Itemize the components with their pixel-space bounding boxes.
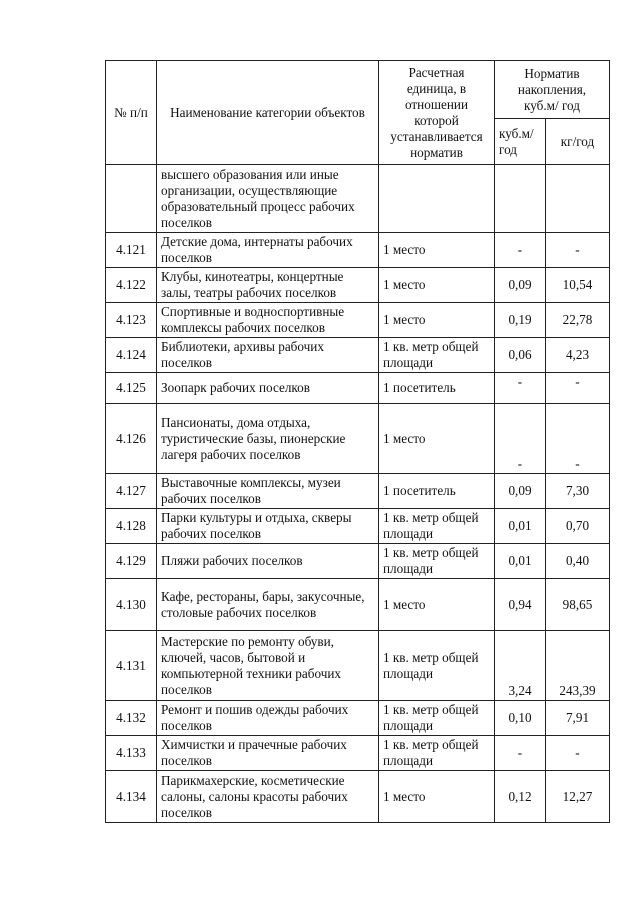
row-num: 4.132 xyxy=(106,701,157,736)
header-name: Наименование категории объектов xyxy=(157,61,379,165)
row-num: 4.133 xyxy=(106,736,157,771)
row-num: 4.127 xyxy=(106,474,157,509)
row-name: Парки культуры и отдыха, скверы рабочих поселков xyxy=(157,509,379,544)
table-row xyxy=(106,771,610,823)
row-name: Кафе, рестораны, бары, закусочные, столовые рабочих поселков xyxy=(157,579,379,631)
row-unit xyxy=(379,165,495,233)
row-num: 4.123 xyxy=(106,303,157,338)
row-unit: 1 место xyxy=(379,303,495,338)
row-kg: 7,91 xyxy=(546,701,610,736)
row-unit: 1 место xyxy=(379,404,495,474)
row-unit: 1 место xyxy=(379,268,495,303)
row-num: 4.128 xyxy=(106,509,157,544)
header-norm: Норматив накопления, куб.м/ год xyxy=(495,61,610,119)
row-m3: - xyxy=(495,404,546,474)
row-name: Ремонт и пошив одежды рабочих поселков xyxy=(157,701,379,736)
table-row xyxy=(106,631,610,701)
row-m3: 0,94 xyxy=(495,579,546,631)
header-num: № п/п xyxy=(106,61,157,165)
row-kg: 243,39 xyxy=(546,631,610,701)
row-kg: 12,27 xyxy=(546,771,610,823)
row-m3: 0,06 xyxy=(495,338,546,373)
row-name: Парикмахерские, косметические салоны, салоны красоты рабочих поселков xyxy=(157,771,379,823)
row-kg: 4,23 xyxy=(546,338,610,373)
row-kg: 0,70 xyxy=(546,509,610,544)
row-unit: 1 кв. метр общей площади xyxy=(379,736,495,771)
header-unit: Расчетная единица, в отношении которой устанавливается норматив xyxy=(379,61,495,165)
row-num xyxy=(106,165,157,233)
row-name: Пансионаты, дома отдыха, туристические базы, пионерские лагеря рабочих поселков xyxy=(157,404,379,474)
row-num: 4.124 xyxy=(106,338,157,373)
row-kg xyxy=(546,165,610,233)
row-name: Химчистки и прачечные рабочих поселков xyxy=(157,736,379,771)
row-m3: 0,19 xyxy=(495,303,546,338)
table-row xyxy=(106,268,610,303)
row-num: 4.125 xyxy=(106,373,157,404)
row-name: Зоопарк рабочих поселков xyxy=(157,373,379,404)
table-row xyxy=(106,509,610,544)
row-name: высшего образования или иные организации, осуществляющие образовательный процесс рабочих поселков xyxy=(157,165,379,233)
row-kg: 7,30 xyxy=(546,474,610,509)
row-name: Клубы, кинотеатры, концертные залы, театры рабочих поселков xyxy=(157,268,379,303)
row-kg: - xyxy=(546,233,610,268)
row-num: 4.129 xyxy=(106,544,157,579)
row-m3 xyxy=(495,165,546,233)
row-kg: - xyxy=(546,404,610,474)
row-kg: - xyxy=(546,373,610,404)
row-unit: 1 кв. метр общей площади xyxy=(379,631,495,701)
norm-table xyxy=(105,60,610,823)
row-m3: 0,01 xyxy=(495,544,546,579)
row-m3: 3,24 xyxy=(495,631,546,701)
row-name: Библиотеки, архивы рабочих поселков xyxy=(157,338,379,373)
row-unit: 1 место xyxy=(379,579,495,631)
table-row xyxy=(106,474,610,509)
row-m3: - xyxy=(495,373,546,404)
header-m3: куб.м/ год xyxy=(495,119,546,165)
row-unit: 1 кв. метр общей площади xyxy=(379,509,495,544)
row-unit: 1 посетитель xyxy=(379,373,495,404)
row-m3: - xyxy=(495,736,546,771)
row-unit: 1 место xyxy=(379,771,495,823)
row-m3: 0,12 xyxy=(495,771,546,823)
table-row xyxy=(106,303,610,338)
header-kg: кг/год xyxy=(546,119,610,165)
table-row xyxy=(106,736,610,771)
row-kg: 10,54 xyxy=(546,268,610,303)
row-m3: 0,09 xyxy=(495,474,546,509)
row-name: Спортивные и водноспортивные комплексы рабочих поселков xyxy=(157,303,379,338)
row-num: 4.121 xyxy=(106,233,157,268)
table-row xyxy=(106,404,610,474)
row-unit: 1 место xyxy=(379,233,495,268)
table-row xyxy=(106,233,610,268)
row-m3: 0,01 xyxy=(495,509,546,544)
row-unit: 1 посетитель xyxy=(379,474,495,509)
row-name: Выставочные комплексы, музеи рабочих поселков xyxy=(157,474,379,509)
row-name: Пляжи рабочих поселков xyxy=(157,544,379,579)
row-name: Детские дома, интернаты рабочих поселков xyxy=(157,233,379,268)
table-row xyxy=(106,338,610,373)
row-num: 4.131 xyxy=(106,631,157,701)
table-row xyxy=(106,544,610,579)
row-m3: 0,10 xyxy=(495,701,546,736)
row-num: 4.130 xyxy=(106,579,157,631)
row-m3: 0,09 xyxy=(495,268,546,303)
row-num: 4.126 xyxy=(106,404,157,474)
row-name: Мастерские по ремонту обуви, ключей, часов, бытовой и компьютерной техники рабочих поселков xyxy=(157,631,379,701)
table-row xyxy=(106,701,610,736)
row-kg: 22,78 xyxy=(546,303,610,338)
row-m3: - xyxy=(495,233,546,268)
row-unit: 1 кв. метр общей площади xyxy=(379,544,495,579)
row-unit: 1 кв. метр общей площади xyxy=(379,338,495,373)
row-kg: 0,40 xyxy=(546,544,610,579)
row-kg: - xyxy=(546,736,610,771)
row-num: 4.122 xyxy=(106,268,157,303)
row-unit: 1 кв. метр общей площади xyxy=(379,701,495,736)
table-row xyxy=(106,373,610,404)
table-row xyxy=(106,579,610,631)
row-kg: 98,65 xyxy=(546,579,610,631)
table-row xyxy=(106,165,610,233)
row-num: 4.134 xyxy=(106,771,157,823)
